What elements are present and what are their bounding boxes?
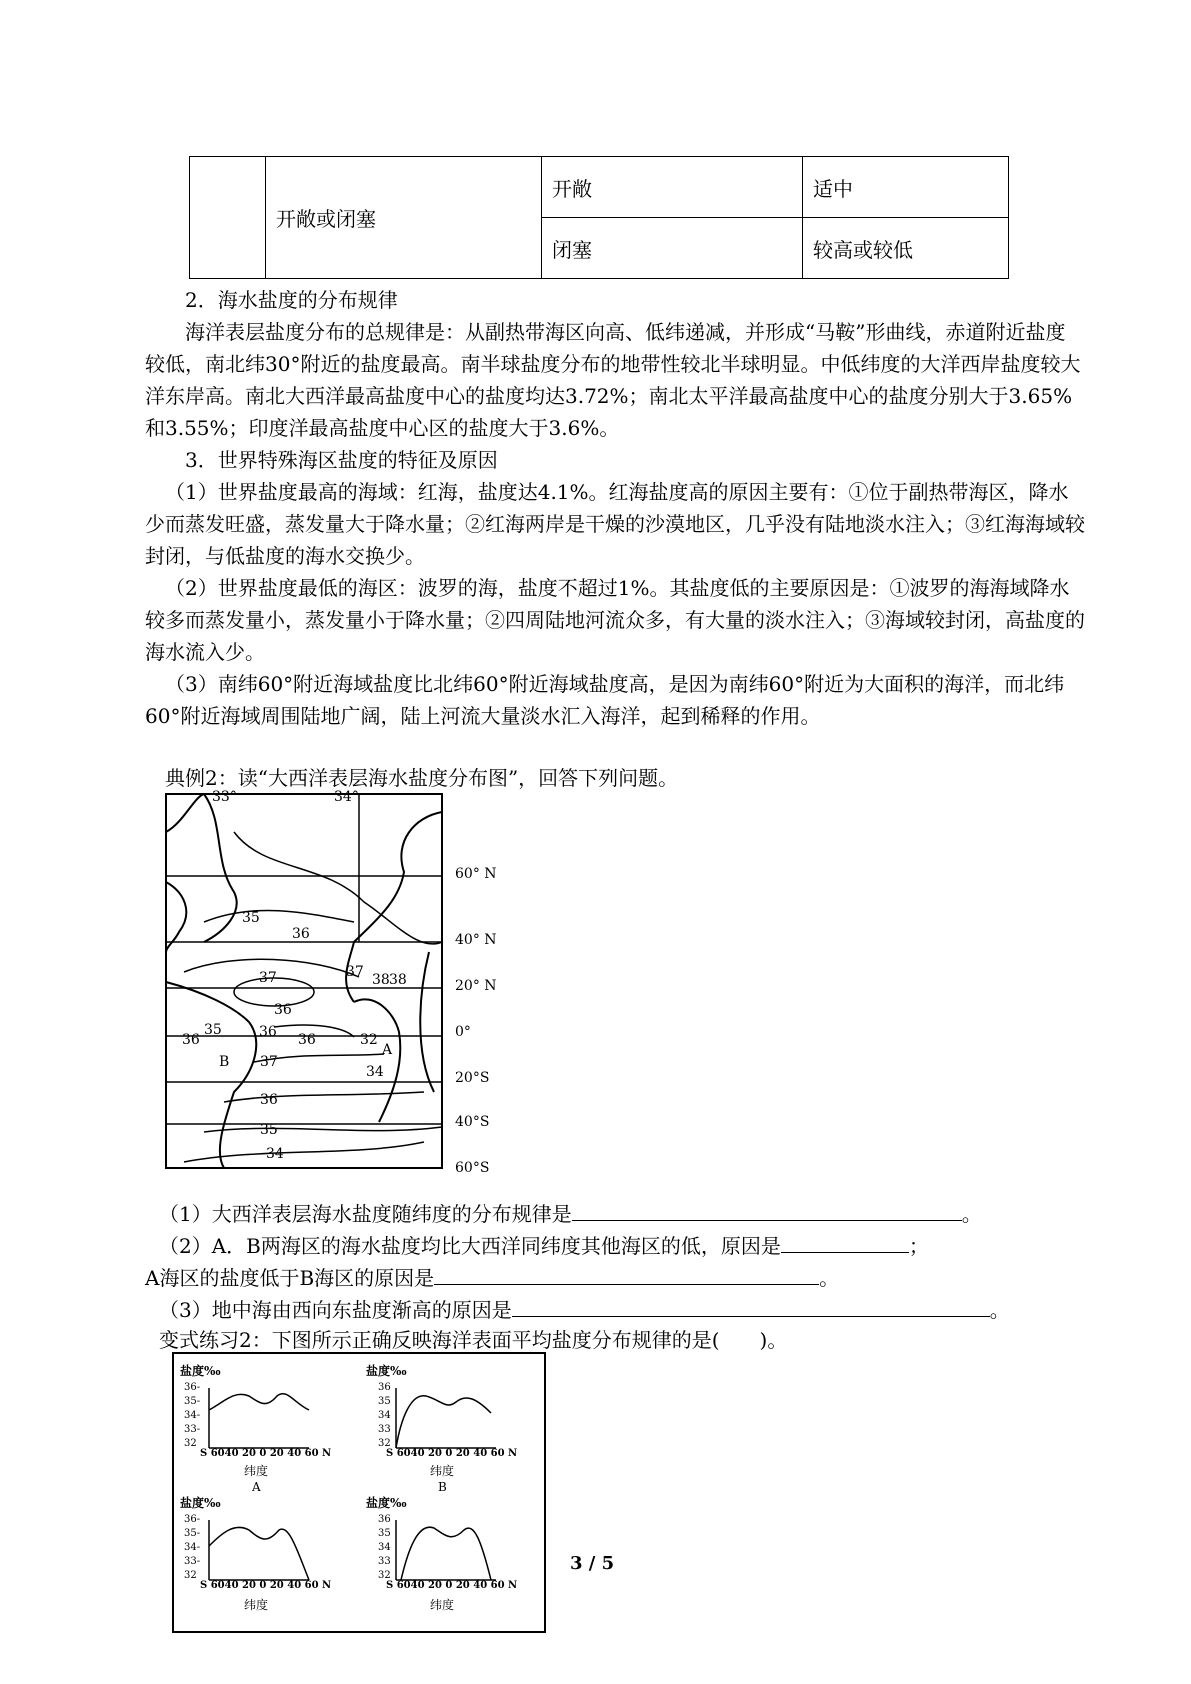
map-isoline-label: 34 <box>266 1146 284 1162</box>
lat-label: 40°S <box>455 1114 490 1130</box>
question-3-end: 。 <box>989 1298 1010 1322</box>
practice2-title: 变式练习2：下图所示正确反映海洋表面平均盐度分布规律的是( )。 <box>159 1328 788 1352</box>
map-point-a: A <box>382 1042 393 1058</box>
table-cell-type: 开敞 <box>542 157 803 218</box>
map-isoline-label: 37 <box>260 1054 278 1070</box>
lat-label: 0° <box>455 1024 471 1040</box>
lat-label: 20° N <box>455 978 497 994</box>
map-isoline-label: 34 <box>366 1064 384 1080</box>
table-cell-value: 适中 <box>803 157 1009 218</box>
question-2a <box>145 1228 1085 1262</box>
option-d-chart <box>396 1520 496 1580</box>
ytick: 33 <box>378 1424 391 1435</box>
question-1-text: （1）大西洋表层海水盐度随纬度的分布规律是 <box>159 1202 572 1226</box>
map-isoline-label: 36 <box>259 1024 277 1040</box>
example2-title: 典例2：读“大西洋表层海水盐度分布图”，回答下列问题。 <box>165 766 679 790</box>
chart-xlabel: 纬度 <box>430 1598 455 1612</box>
ytick: 36- <box>184 1514 201 1525</box>
ytick: 33 <box>378 1556 391 1567</box>
chart-xlabel: 纬度 <box>430 1464 455 1478</box>
ytick: 36 <box>378 1514 391 1525</box>
ytick: 36 <box>378 1382 391 1393</box>
ytick: 34 <box>378 1542 391 1553</box>
lat-label: 60° N <box>455 866 497 882</box>
question-1 <box>145 1196 1085 1230</box>
salinity-options-figure <box>172 1352 546 1633</box>
section2-paragraph: 海洋表层盐度分布的总规律是：从副热带海区向高、低纬递减，并形成“马鞍”形曲线，赤道附近盐度较低，南北纬30°附近的盐度最高。南半球盐度分布的地带性较北半球明显。中低纬度的大洋西岸盐度较大洋东岸高。南北大西洋最高盐度中心的盐度均达3.72%；南北太平洋最高盐度中心的盐度分别大于3.65%和3.55%；印度洋最高盐度中心区的盐度大于3.6%。 <box>145 320 1081 440</box>
section3-heading: 3．世界特殊海区盐度的特征及原因 <box>185 448 498 472</box>
ytick: 32 <box>378 1570 391 1581</box>
chart-xlabel: 纬度 <box>244 1464 269 1478</box>
ytick: 33- <box>184 1424 201 1435</box>
map-isoline-label: 35 <box>242 910 260 926</box>
xticks: S 6040 20 0 20 40 60 N <box>200 1448 332 1459</box>
ytick: 32 <box>184 1438 197 1449</box>
ytick: 34- <box>184 1542 201 1553</box>
question-3-text: （3）地中海由西向东盐度渐高的原因是 <box>159 1298 512 1322</box>
ytick: 35 <box>378 1528 391 1539</box>
question-3 <box>145 1292 1085 1326</box>
option-a-chart <box>209 1388 309 1448</box>
question-1-end: 。 <box>961 1202 982 1226</box>
ytick: 35- <box>184 1396 201 1407</box>
map-isoline-label: 36 <box>292 926 310 942</box>
map-isoline-label: 36 <box>274 1002 292 1018</box>
chart-letter: B <box>438 1480 447 1494</box>
map-label-top: 33° <box>212 789 237 805</box>
table-cell-value: 较高或较低 <box>803 218 1009 279</box>
lat-label: 60°S <box>455 1160 490 1176</box>
map-isoline-label: 35 <box>204 1022 222 1038</box>
map-isoline-label: 32 <box>360 1032 378 1048</box>
chart-ylabel: 盐度‰ <box>180 1496 221 1510</box>
answer-blank-2a[interactable] <box>781 1228 909 1253</box>
table-empty-cell <box>190 157 266 279</box>
answer-blank-1[interactable] <box>572 1196 962 1221</box>
section3-p3: （3）南纬60°附近海域盐度比北纬60°附近海域盐度高，是因为南纬60°附近为大面积的海洋，而北纬60°附近海域周围陆地广阔，陆上河流大量淡水汇入海洋，起到稀释的作用。 <box>145 672 1065 728</box>
chart-ylabel: 盐度‰ <box>180 1364 221 1378</box>
question-2b <box>145 1260 1085 1294</box>
map-isoline-label: 36 <box>298 1032 316 1048</box>
map-isoline-label: 38 <box>372 972 390 988</box>
ytick: 35 <box>378 1396 391 1407</box>
ytick: 32 <box>184 1570 197 1581</box>
map-isoline-label: 36 <box>260 1092 278 1108</box>
question-2a-text: （2）A．B两海区的海水盐度均比大西洋同纬度其他海区的低，原因是 <box>159 1234 781 1258</box>
ytick: 32 <box>378 1438 391 1449</box>
map-isoline-label: 37 <box>346 964 364 980</box>
section3-p2: （2）世界盐度最低的海区：波罗的海，盐度不超过1%。其盐度低的主要原因是：①波罗的海海域降水较多而蒸发量小，蒸发量小于降水量；②四周陆地河流众多，有大量的淡水注入；③海域较封闭，高盐度的海水流入少。 <box>145 576 1085 664</box>
xticks: S 6040 20 0 20 40 60 N <box>386 1580 518 1591</box>
question-2b-text: A海区的盐度低于B海区的原因是 <box>145 1266 435 1290</box>
page-number: 3 / 5 <box>570 1553 615 1574</box>
table-cell-type: 闭塞 <box>542 218 803 279</box>
ytick: 35- <box>184 1528 201 1539</box>
xticks: S 6040 20 0 20 40 60 N <box>386 1448 518 1459</box>
chart-xlabel: 纬度 <box>244 1598 269 1612</box>
answer-blank-2b[interactable] <box>434 1260 819 1285</box>
map-point-b: B <box>219 1054 230 1070</box>
chart-ylabel: 盐度‰ <box>366 1496 407 1510</box>
lat-label: 20°S <box>455 1070 490 1086</box>
option-b-chart <box>396 1388 496 1448</box>
map-isoline-label: 37 <box>259 970 277 986</box>
ytick: 36- <box>184 1382 201 1393</box>
question-2b-end: 。 <box>819 1266 840 1290</box>
map-isoline-label: 35 <box>260 1122 278 1138</box>
map-label-top: 34° <box>334 789 359 805</box>
xticks: S 6040 20 0 20 40 60 N <box>200 1580 332 1591</box>
ytick: 34- <box>184 1410 201 1421</box>
section2-heading: 2．海水盐度的分布规律 <box>185 288 398 312</box>
lat-label: 40° N <box>455 932 497 948</box>
table-row-label: 开敞或闭塞 <box>266 157 542 279</box>
chart-letter: A <box>252 1480 261 1494</box>
chart-ylabel: 盐度‰ <box>366 1364 407 1378</box>
climate-table <box>189 156 1009 279</box>
ytick: 33- <box>184 1556 201 1567</box>
map-isoline-label: 36 <box>182 1032 200 1048</box>
ytick: 34 <box>378 1410 391 1421</box>
map-isoline-label: 38 <box>389 972 407 988</box>
section3-p1: （1）世界盐度最高的海域：红海，盐度达4.1%。红海盐度高的原因主要有：①位于副热带海区，降水少而蒸发旺盛，蒸发量大于降水量；②红海两岸是干燥的沙漠地区，几乎没有陆地淡水注入；③红海海域较封闭，与低盐度的海水交换少。 <box>145 480 1085 568</box>
question-2a-end: ； <box>908 1234 929 1258</box>
atlantic-salinity-map <box>164 789 444 1170</box>
answer-blank-3[interactable] <box>512 1292 990 1317</box>
option-c-chart <box>209 1520 309 1580</box>
